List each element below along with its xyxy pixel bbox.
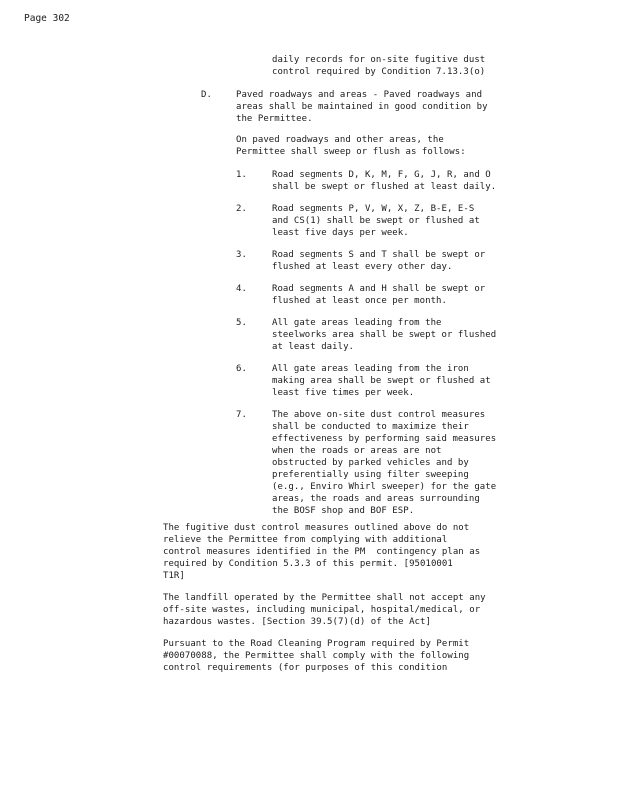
list-item-number: 6. [236,364,247,374]
list-item-line: Road segments A and H shall be swept or [272,284,486,294]
list-item-line: shall be conducted to maximize their [272,422,469,432]
list-item-number: 2. [236,204,247,214]
list-item-number: 1. [236,170,247,180]
list-item-line: preferentially using filter sweeping [272,470,469,480]
list-item-line: flushed at least once per month. [272,296,447,306]
section-intro-line: Permittee shall sweep or flush as follows: [236,147,466,157]
section-intro-line: On paved roadways and other areas, the [236,135,444,145]
paragraph-line: control requirements (for purposes of this condition [163,663,448,673]
paragraph-line: #00070088, the Permittee shall comply with the following [163,651,470,661]
list-item-line: when the roads or areas are not [272,446,442,456]
paragraph-line: off-site wastes, including municipal, hospital/medical, or [163,605,481,615]
paragraph-line: Pursuant to the Road Cleaning Program required by Permit [163,639,470,649]
list-item-line: least five days per week. [272,228,409,238]
paragraph-line: The fugitive dust control measures outlined above do not [163,523,470,533]
list-item-line: steelworks area shall be swept or flushed [272,330,497,340]
intro-line: control required by Condition 7.13.3(o) [272,67,486,77]
paragraph-line: required by Condition 5.3.3 of this permit. [95010001 [163,559,453,569]
list-item-line: flushed at least every other day. [272,262,453,272]
section-heading-line: areas shall be maintained in good condition by [236,102,488,112]
page-header: Page 302 [24,13,70,24]
list-item-line: effectiveness by performing said measures [272,434,497,444]
list-item-line: and CS(1) shall be swept or flushed at [272,216,480,226]
paragraph-line: hazardous wastes. [Section 39.5(7)(d) of the Act] [163,617,431,627]
paragraph-line: relieve the Permittee from complying with additional [163,535,448,545]
section-heading-line: the Permittee. [236,114,313,124]
list-item-number: 3. [236,250,247,260]
list-item-line: All gate areas leading from the iron [272,364,469,374]
paragraph-line: T1R] [163,571,185,581]
paragraph-line: The landfill operated by the Permittee shall not accept any [163,593,486,603]
list-item-line: least five times per week. [272,388,415,398]
intro-line: daily records for on-site fugitive dust [272,55,486,65]
list-item-line: making area shall be swept or flushed at [272,376,491,386]
paragraph-line: control measures identified in the PM contingency plan as [163,547,481,557]
list-item-line: Road segments S and T shall be swept or [272,250,486,260]
list-item-line: obstructed by parked vehicles and by [272,458,469,468]
list-item-line: shall be swept or flushed at least daily. [272,182,497,192]
list-item-line: Road segments D, K, M, F, G, J, R, and O [272,170,491,180]
list-item-line: Road segments P, V, W, X, Z, B-E, E-S [272,204,475,214]
list-item-line: The above on-site dust control measures [272,410,486,420]
list-item-line: All gate areas leading from the [272,318,442,328]
list-item-line: at least daily. [272,342,355,352]
section-letter: D. [201,90,212,100]
list-item-line: the BOSF shop and BOF ESP. [272,506,415,516]
list-item-number: 7. [236,410,247,420]
list-item-number: 5. [236,318,247,328]
list-item-line: areas, the roads and areas surrounding [272,494,480,504]
list-item-number: 4. [236,284,247,294]
list-item-line: (e.g., Enviro Whirl sweeper) for the gate [272,482,497,492]
section-heading-line: Paved roadways and areas - Paved roadways and [236,90,483,100]
